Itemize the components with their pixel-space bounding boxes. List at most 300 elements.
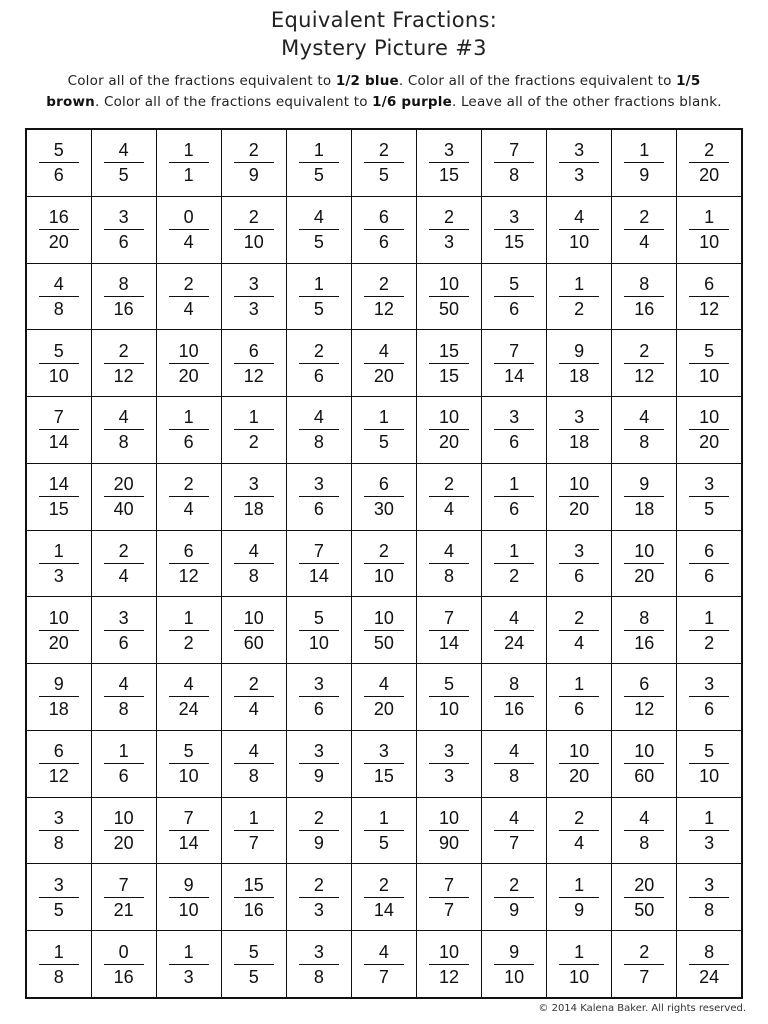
fraction-cell[interactable] xyxy=(221,797,286,864)
denominator: 15 xyxy=(504,232,525,253)
fraction-cell[interactable] xyxy=(677,129,742,196)
fraction-cell[interactable] xyxy=(286,530,351,597)
grid-row xyxy=(26,129,742,196)
fraction-bar xyxy=(39,696,79,697)
fraction-cell[interactable] xyxy=(677,864,742,931)
numerator: 4 xyxy=(183,674,194,695)
fraction-bar xyxy=(494,964,534,965)
denominator: 18 xyxy=(634,499,655,520)
fraction-cell[interactable] xyxy=(91,864,156,931)
denominator: 5 xyxy=(248,966,259,987)
fraction-cell[interactable] xyxy=(91,730,156,797)
fraction-cell[interactable] xyxy=(26,931,91,999)
fraction-cell[interactable] xyxy=(351,196,416,263)
fraction-cell[interactable] xyxy=(91,931,156,999)
denominator: 12 xyxy=(634,365,655,386)
numerator: 9 xyxy=(574,340,585,361)
fraction-cell[interactable] xyxy=(612,530,677,597)
fraction xyxy=(234,607,274,654)
fraction-cell[interactable] xyxy=(221,931,286,999)
fraction-cell[interactable] xyxy=(612,397,677,464)
fraction xyxy=(689,607,729,654)
fraction-cell[interactable] xyxy=(547,530,612,597)
fraction xyxy=(234,473,274,520)
fraction xyxy=(104,206,144,253)
fraction xyxy=(234,273,274,320)
numerator: 10 xyxy=(699,407,720,428)
numerator: 7 xyxy=(53,407,64,428)
fraction-cell[interactable] xyxy=(416,463,481,530)
fraction-cell[interactable] xyxy=(286,330,351,397)
fraction-bar xyxy=(624,296,664,297)
fraction-bar xyxy=(364,830,404,831)
fraction-cell[interactable] xyxy=(547,129,612,196)
fraction xyxy=(624,473,664,520)
numerator: 3 xyxy=(509,407,520,428)
fraction-cell[interactable] xyxy=(416,263,481,330)
fraction-cell[interactable] xyxy=(482,730,547,797)
fraction-cell[interactable] xyxy=(286,730,351,797)
denominator: 5 xyxy=(313,299,324,320)
fraction xyxy=(429,273,469,320)
fraction-bar xyxy=(494,162,534,163)
fraction-cell[interactable] xyxy=(156,129,221,196)
fraction-cell[interactable] xyxy=(91,664,156,731)
fraction-cell[interactable] xyxy=(612,864,677,931)
numerator: 3 xyxy=(313,674,324,695)
fraction-cell[interactable] xyxy=(416,797,481,864)
fraction-cell[interactable] xyxy=(547,730,612,797)
fraction-bar xyxy=(104,496,144,497)
fraction-cell[interactable] xyxy=(221,463,286,530)
fraction xyxy=(494,540,534,587)
fraction-cell[interactable] xyxy=(416,129,481,196)
numerator: 10 xyxy=(569,474,590,495)
fraction-cell[interactable] xyxy=(482,797,547,864)
fraction-bar xyxy=(299,763,339,764)
fraction xyxy=(364,473,404,520)
fraction-cell[interactable] xyxy=(221,263,286,330)
fraction-cell[interactable] xyxy=(286,463,351,530)
fraction-cell[interactable] xyxy=(156,530,221,597)
numerator: 5 xyxy=(704,741,715,762)
fraction-bar xyxy=(689,763,729,764)
fraction-cell[interactable] xyxy=(26,263,91,330)
fraction-cell[interactable] xyxy=(416,730,481,797)
fraction-bar xyxy=(624,696,664,697)
fraction-cell[interactable] xyxy=(677,330,742,397)
fraction xyxy=(234,941,274,988)
fraction-cell[interactable] xyxy=(612,931,677,999)
denominator: 6 xyxy=(509,432,520,453)
fraction-bar xyxy=(624,563,664,564)
fraction-cell[interactable] xyxy=(351,664,416,731)
fraction-cell[interactable] xyxy=(547,330,612,397)
numerator: 3 xyxy=(53,874,64,895)
fraction-bar xyxy=(364,630,404,631)
fraction-bar xyxy=(169,162,209,163)
numerator: 4 xyxy=(118,407,129,428)
fraction-bar xyxy=(559,696,599,697)
fraction-bar xyxy=(39,763,79,764)
fraction-cell[interactable] xyxy=(677,797,742,864)
fraction-cell[interactable] xyxy=(482,664,547,731)
fraction-bar xyxy=(624,830,664,831)
fraction-cell[interactable] xyxy=(26,664,91,731)
fraction xyxy=(104,874,144,921)
fraction-cell[interactable] xyxy=(26,330,91,397)
numerator: 1 xyxy=(574,274,585,295)
denominator: 9 xyxy=(248,165,259,186)
fraction-cell[interactable] xyxy=(156,597,221,664)
fraction-bar xyxy=(234,429,274,430)
denominator: 3 xyxy=(443,232,454,253)
fraction-bar xyxy=(234,162,274,163)
denominator: 5 xyxy=(378,832,389,853)
denominator: 4 xyxy=(183,299,194,320)
fraction-cell[interactable] xyxy=(547,931,612,999)
numerator: 3 xyxy=(704,674,715,695)
fraction-cell[interactable] xyxy=(286,129,351,196)
fraction-cell[interactable] xyxy=(482,530,547,597)
fraction-cell[interactable] xyxy=(612,597,677,664)
numerator: 7 xyxy=(118,874,129,895)
fraction xyxy=(624,139,664,186)
numerator: 4 xyxy=(313,407,324,428)
fraction-bar xyxy=(689,229,729,230)
denominator: 30 xyxy=(373,499,394,520)
fraction-cell[interactable] xyxy=(221,597,286,664)
fraction-cell[interactable] xyxy=(91,463,156,530)
numerator: 2 xyxy=(313,807,324,828)
fraction-cell[interactable] xyxy=(156,397,221,464)
fraction-bar xyxy=(429,830,469,831)
fraction xyxy=(169,273,209,320)
denominator: 8 xyxy=(704,899,715,920)
fraction-cell[interactable] xyxy=(156,196,221,263)
numerator: 8 xyxy=(639,274,650,295)
fraction xyxy=(299,807,339,854)
fraction xyxy=(429,206,469,253)
numerator: 6 xyxy=(378,207,389,228)
fraction-cell[interactable] xyxy=(156,797,221,864)
fraction-cell[interactable] xyxy=(286,931,351,999)
fraction xyxy=(39,941,79,988)
denominator: 18 xyxy=(48,699,69,720)
denominator: 7 xyxy=(378,966,389,987)
fraction xyxy=(624,340,664,387)
denominator: 10 xyxy=(699,232,720,253)
fraction-cell[interactable] xyxy=(91,530,156,597)
numerator: 3 xyxy=(118,207,129,228)
fraction-cell[interactable] xyxy=(91,397,156,464)
numerator: 9 xyxy=(183,874,194,895)
grid-row xyxy=(26,864,742,931)
fraction-cell[interactable] xyxy=(416,664,481,731)
numerator: 5 xyxy=(53,140,64,161)
fraction xyxy=(494,206,534,253)
numerator: 2 xyxy=(183,274,194,295)
fraction-bar xyxy=(104,897,144,898)
fraction-bar xyxy=(364,363,404,364)
fraction-cell[interactable] xyxy=(221,864,286,931)
fraction-bar xyxy=(169,496,209,497)
fraction xyxy=(299,874,339,921)
fraction-cell[interactable] xyxy=(547,196,612,263)
fraction-bar xyxy=(104,162,144,163)
fraction xyxy=(169,340,209,387)
numerator: 4 xyxy=(639,807,650,828)
denominator: 4 xyxy=(443,499,454,520)
fraction-cell[interactable] xyxy=(221,730,286,797)
fraction-bar xyxy=(234,964,274,965)
fraction-cell[interactable] xyxy=(612,263,677,330)
numerator: 4 xyxy=(248,741,259,762)
fraction-cell[interactable] xyxy=(677,597,742,664)
fraction-cell[interactable] xyxy=(482,397,547,464)
fraction-cell[interactable] xyxy=(91,129,156,196)
fraction-cell[interactable] xyxy=(26,196,91,263)
denominator: 12 xyxy=(243,365,264,386)
fraction-cell[interactable] xyxy=(286,864,351,931)
fraction-cell[interactable] xyxy=(416,397,481,464)
fraction-cell[interactable] xyxy=(677,263,742,330)
fraction-bar xyxy=(39,496,79,497)
numerator: 4 xyxy=(248,540,259,561)
fraction-cell[interactable] xyxy=(612,463,677,530)
instructions xyxy=(10,71,758,113)
fraction-cell[interactable] xyxy=(351,330,416,397)
denominator: 8 xyxy=(118,699,129,720)
fraction-cell[interactable] xyxy=(612,730,677,797)
denominator: 20 xyxy=(373,699,394,720)
fraction-cell[interactable] xyxy=(612,330,677,397)
denominator: 24 xyxy=(178,699,199,720)
numerator: 10 xyxy=(373,607,394,628)
fraction xyxy=(299,206,339,253)
fraction xyxy=(104,273,144,320)
fraction-cell[interactable] xyxy=(351,797,416,864)
fraction-bar xyxy=(169,563,209,564)
fraction xyxy=(169,673,209,720)
numerator: 5 xyxy=(53,340,64,361)
fraction-cell[interactable] xyxy=(221,530,286,597)
fraction xyxy=(364,807,404,854)
fraction xyxy=(559,273,599,320)
denominator: 14 xyxy=(48,432,69,453)
fraction-cell[interactable] xyxy=(286,196,351,263)
fraction xyxy=(624,607,664,654)
fraction-cell[interactable] xyxy=(612,129,677,196)
numerator: 2 xyxy=(118,540,129,561)
fraction-bar xyxy=(429,296,469,297)
fraction-cell[interactable] xyxy=(156,463,221,530)
fraction-cell[interactable] xyxy=(91,330,156,397)
fraction-cell[interactable] xyxy=(416,196,481,263)
numerator: 1 xyxy=(313,140,324,161)
denominator: 20 xyxy=(699,165,720,186)
fraction-cell[interactable] xyxy=(482,864,547,931)
fraction-cell[interactable] xyxy=(156,263,221,330)
fraction-bar xyxy=(689,696,729,697)
fraction-bar xyxy=(299,162,339,163)
denominator: 5 xyxy=(704,499,715,520)
numerator: 1 xyxy=(248,407,259,428)
fraction-cell[interactable] xyxy=(351,397,416,464)
fraction-cell[interactable] xyxy=(221,196,286,263)
fraction-cell[interactable] xyxy=(91,196,156,263)
fraction-cell[interactable] xyxy=(482,330,547,397)
fraction-cell[interactable] xyxy=(91,263,156,330)
fraction-cell[interactable] xyxy=(482,263,547,330)
fraction-cell[interactable] xyxy=(677,463,742,530)
fraction-cell[interactable] xyxy=(677,397,742,464)
fraction-cell[interactable] xyxy=(351,263,416,330)
fraction xyxy=(689,941,729,988)
fraction-cell[interactable] xyxy=(547,797,612,864)
grid-row xyxy=(26,730,742,797)
fraction-cell[interactable] xyxy=(286,397,351,464)
fraction-cell[interactable] xyxy=(286,664,351,731)
fraction-cell[interactable] xyxy=(547,397,612,464)
fraction-cell[interactable] xyxy=(156,330,221,397)
numerator: 7 xyxy=(183,807,194,828)
fraction-cell[interactable] xyxy=(351,730,416,797)
numerator: 3 xyxy=(118,607,129,628)
numerator: 1 xyxy=(704,607,715,628)
numerator: 3 xyxy=(574,140,585,161)
numerator: 3 xyxy=(574,407,585,428)
fraction xyxy=(624,807,664,854)
fraction-cell[interactable] xyxy=(547,664,612,731)
fraction xyxy=(169,740,209,787)
denominator: 10 xyxy=(48,365,69,386)
fraction-cell[interactable] xyxy=(677,196,742,263)
fraction-cell[interactable] xyxy=(416,597,481,664)
numerator: 2 xyxy=(378,540,389,561)
fraction xyxy=(494,340,534,387)
fraction-cell[interactable] xyxy=(286,797,351,864)
fraction-bar xyxy=(559,763,599,764)
fraction xyxy=(624,874,664,921)
fraction-bar xyxy=(234,229,274,230)
fraction-cell[interactable] xyxy=(351,597,416,664)
fraction-cell[interactable] xyxy=(677,530,742,597)
fraction xyxy=(234,340,274,387)
fraction-cell[interactable] xyxy=(351,931,416,999)
denominator: 6 xyxy=(574,565,585,586)
fraction-cell[interactable] xyxy=(482,931,547,999)
fraction-cell[interactable] xyxy=(547,597,612,664)
denominator: 1 xyxy=(183,165,194,186)
fraction-bar xyxy=(494,630,534,631)
denominator: 7 xyxy=(248,832,259,853)
denominator: 12 xyxy=(634,699,655,720)
fraction xyxy=(104,807,144,854)
fraction-cell[interactable] xyxy=(547,463,612,530)
fraction-cell[interactable] xyxy=(612,664,677,731)
numerator: 1 xyxy=(313,274,324,295)
fraction xyxy=(559,740,599,787)
numerator: 2 xyxy=(118,340,129,361)
fraction-cell[interactable] xyxy=(677,931,742,999)
fraction-cell[interactable] xyxy=(677,664,742,731)
fraction-cell[interactable] xyxy=(416,530,481,597)
denominator: 4 xyxy=(183,499,194,520)
fraction-cell[interactable] xyxy=(26,730,91,797)
fraction xyxy=(494,139,534,186)
fraction xyxy=(234,673,274,720)
fraction-cell[interactable] xyxy=(416,864,481,931)
fraction-cell[interactable] xyxy=(351,463,416,530)
fraction-cell[interactable] xyxy=(221,129,286,196)
fraction-cell[interactable] xyxy=(351,129,416,196)
fraction-bar xyxy=(429,363,469,364)
fraction xyxy=(104,941,144,988)
denominator: 9 xyxy=(574,899,585,920)
fraction-cell[interactable] xyxy=(26,397,91,464)
numerator: 10 xyxy=(634,741,655,762)
fraction-cell[interactable] xyxy=(221,397,286,464)
fraction-bar xyxy=(104,363,144,364)
fraction-cell[interactable] xyxy=(482,597,547,664)
fraction-cell[interactable] xyxy=(26,797,91,864)
fifth-label: 1/5 xyxy=(676,73,701,89)
fraction-cell[interactable] xyxy=(156,864,221,931)
numerator: 2 xyxy=(248,674,259,695)
fraction-cell[interactable] xyxy=(286,597,351,664)
fraction-cell[interactable] xyxy=(612,196,677,263)
page-title: Equivalent Fractions: xyxy=(270,8,498,32)
fraction xyxy=(169,139,209,186)
fraction-cell[interactable] xyxy=(547,263,612,330)
fraction-cell[interactable] xyxy=(156,664,221,731)
fraction-cell[interactable] xyxy=(547,864,612,931)
fraction-cell[interactable] xyxy=(351,530,416,597)
fraction-cell[interactable] xyxy=(482,463,547,530)
fraction-cell[interactable] xyxy=(416,931,481,999)
numerator: 1 xyxy=(183,607,194,628)
fraction-cell[interactable] xyxy=(156,730,221,797)
fraction-bar xyxy=(104,296,144,297)
fraction-cell[interactable] xyxy=(26,597,91,664)
fraction-cell[interactable] xyxy=(221,330,286,397)
fraction xyxy=(689,874,729,921)
fraction-cell[interactable] xyxy=(26,129,91,196)
fraction-cell[interactable] xyxy=(91,797,156,864)
fraction-cell[interactable] xyxy=(91,597,156,664)
fraction-cell[interactable] xyxy=(482,129,547,196)
denominator: 50 xyxy=(373,632,394,653)
numerator: 10 xyxy=(438,274,460,295)
fraction-cell[interactable] xyxy=(221,664,286,731)
fraction xyxy=(494,673,534,720)
fraction-cell[interactable] xyxy=(26,463,91,530)
fraction-bar xyxy=(39,630,79,631)
grid-row xyxy=(26,463,742,530)
denominator: 50 xyxy=(634,899,655,920)
fraction-cell[interactable] xyxy=(286,263,351,330)
fraction-cell[interactable] xyxy=(482,196,547,263)
fraction-cell[interactable] xyxy=(677,730,742,797)
fraction-cell[interactable] xyxy=(416,330,481,397)
fraction-cell[interactable] xyxy=(26,530,91,597)
fraction-cell[interactable] xyxy=(351,864,416,931)
fraction-cell[interactable] xyxy=(26,864,91,931)
fraction-cell[interactable] xyxy=(612,797,677,864)
fraction-cell[interactable] xyxy=(156,931,221,999)
fraction xyxy=(299,273,339,320)
